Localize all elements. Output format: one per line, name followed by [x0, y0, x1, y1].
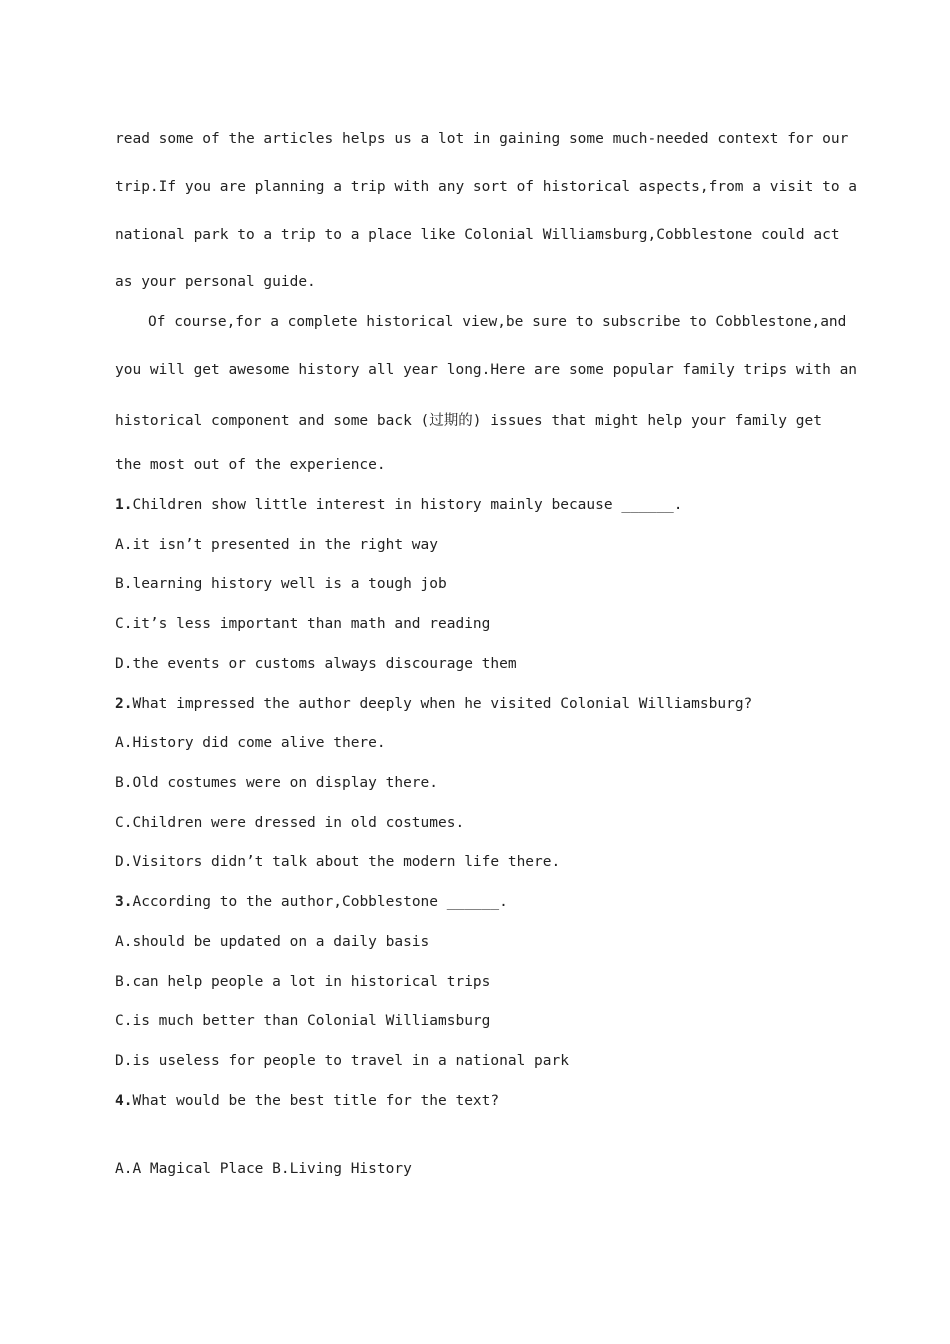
question-stem	[115, 696, 752, 712]
option: D.the events or customs always discourage them	[115, 656, 517, 672]
question-text: According to the author,Cobblestone ______.	[132, 894, 508, 910]
question-text: What would be the best title for the text?	[132, 1093, 500, 1109]
question-number: 3.	[115, 894, 133, 910]
option: C.it’s less important than math and reading	[115, 616, 491, 632]
option: A.should be updated on a daily basis	[115, 934, 430, 950]
question-stem	[115, 894, 508, 910]
option: A.History did come alive there.	[115, 735, 386, 751]
question-number: 1.	[115, 497, 133, 513]
option: C.Children were dressed in old costumes.	[115, 815, 465, 831]
question-number: 4.	[115, 1093, 133, 1109]
question-text: Children show little interest in history mainly because ______.	[132, 497, 683, 513]
option: A.A Magical Place B.Living History	[115, 1161, 412, 1177]
passage-line: historical component and some back (过期的) issues that might help your family get	[115, 413, 822, 429]
option: D.Visitors didn’t talk about the modern life there.	[115, 854, 561, 870]
option: D.is useless for people to travel in a national park	[115, 1053, 569, 1069]
question-stem	[115, 497, 682, 513]
passage-line: Of course,for a complete historical view,be sure to subscribe to Cobblestone,and	[148, 314, 847, 330]
passage-line: trip.If you are planning a trip with any sort of historical aspects,from a visit to a	[115, 179, 858, 195]
passage-line: national park to a trip to a place like Colonial Williamsburg,Cobblestone could act	[115, 227, 840, 243]
option: B.Old costumes were on display there.	[115, 775, 439, 791]
question-stem	[115, 1093, 499, 1109]
question-number: 2.	[115, 696, 133, 712]
passage-line: the most out of the experience.	[115, 457, 386, 473]
question-text: What impressed the author deeply when he visited Colonial Williamsburg?	[132, 696, 753, 712]
passage-line: you will get awesome history all year long.Here are some popular family trips with an	[115, 362, 858, 378]
option: C.is much better than Colonial Williamsburg	[115, 1013, 491, 1029]
passage-line: read some of the articles helps us a lot in gaining some much-needed context for our	[115, 131, 849, 147]
option: B.learning history well is a tough job	[115, 576, 447, 592]
passage-line: as your personal guide.	[115, 274, 316, 290]
option: A.it isn’t presented in the right way	[115, 537, 439, 553]
option: B.can help people a lot in historical trips	[115, 974, 491, 990]
